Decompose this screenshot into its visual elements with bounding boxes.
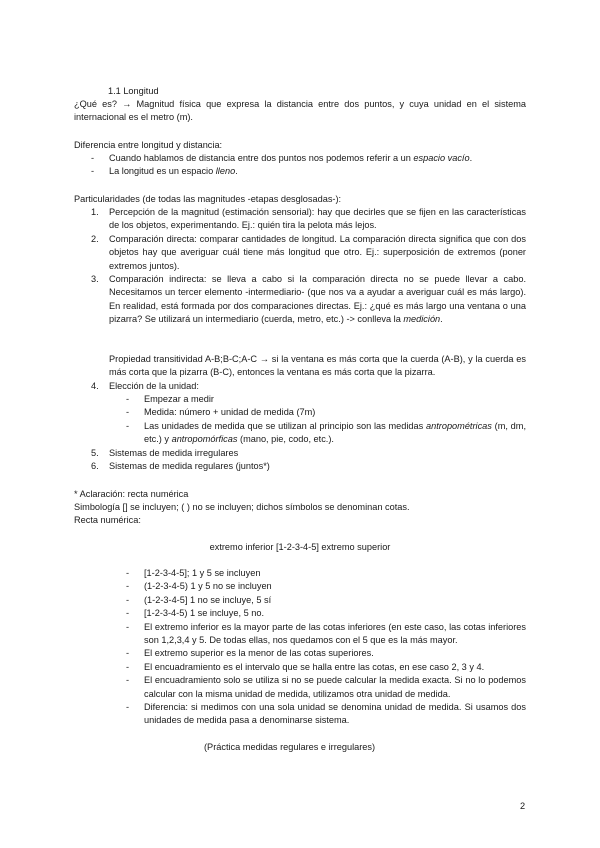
unit-sublist — [74, 393, 526, 447]
list-item: - Las unidades de medida que se utilizan al principio son las medidas antropométricas (m, dm, etc.) y antropomórficas (mano, pie, codo, etc.). — [126, 420, 526, 445]
list-item: - El extremo superior es la menor de las cotas superiores. — [74, 647, 526, 660]
dash-bullet: - — [126, 420, 130, 431]
definition-text: Magnitud física que expresa la distancia entre dos puntos, y cuya unidad en el sistema internacional es el metro (m). — [74, 99, 526, 123]
dash-bullet: - — [126, 675, 130, 686]
list-item: - El extremo inferior es la mayor parte de las cotas inferiores (en este caso, las cotas inferiores son 1,2,3,4 y 5. De todas ellas, nos quedamos con el 5 que es la más mayor. — [126, 621, 526, 645]
particularities-heading: Particularidades (de todas las magnitudes -etapas desglosadas-): — [74, 194, 342, 204]
list-item: - Empezar a medir — [74, 393, 526, 406]
definition-paragraph — [74, 98, 526, 125]
definition-question: ¿Qué es? — [74, 99, 117, 109]
list-item: - Medida: número + unidad de medida (7m) — [74, 406, 526, 419]
list-item: - (1-2-3-4-5] 1 no se incluye, 5 sí — [74, 594, 526, 607]
item-number: 5. — [91, 448, 99, 458]
practice-note: (Práctica medidas regulares e irregulares) — [204, 742, 376, 752]
list-item: 3. Comparación indirecta: se lleva a cabo si la comparación directa no se puede llevar a cabo. Necesitamos un tercer elemento -intermediario- (que nos va a ayudar a averiguar cuál es más largo). En realidad, está formada por dos comparaciones directas. Ej.: ¿qué es más largo una ventana o una pizarra? Se utilizará un intermediario (cuerda, metro, etc.) -> conlleva la medición. — [91, 274, 526, 325]
section-title: 1.1 Longitud — [108, 86, 159, 96]
dash-bullet: - — [126, 608, 130, 619]
list-item: - La longitud es un espacio lleno. — [74, 165, 526, 178]
transitivity-paragraph: Propiedad transitividad A-B;B-C;A-C → si la ventana es más corta que la cuerda (A-B), y la cuerda es más corta que la pizarra (B-C), entonces la ventana es más corta que la pizarra. — [109, 354, 526, 378]
item-number: 6. — [91, 461, 99, 471]
list-item: - El encuadramiento es el intervalo que se halla entre las cotas, en ese caso 2, 3 y 4. — [74, 661, 526, 674]
dash-bullet: - — [126, 568, 130, 578]
note-list — [74, 567, 526, 728]
item-number: 3. — [91, 274, 99, 284]
list-item: - [1-2-3-4-5]; 1 y 5 se incluyen — [74, 567, 526, 580]
note-heading: * Aclaración: recta numérica — [74, 489, 189, 499]
dash-bullet: - — [91, 153, 95, 163]
symbology-text: Simbología [] se incluyen; ( ) no se incluyen; dichos símbolos se denominan cotas. — [74, 502, 410, 512]
item-number: 1. — [91, 207, 99, 217]
dash-bullet: - — [91, 166, 95, 177]
list-item: - (1-2-3-4-5) 1 y 5 no se incluyen — [74, 580, 526, 593]
list-item: - El encuadramiento solo se utiliza si no se puede calcular la medida exacta. Si no lo podemos calcular con la misma unidad de medida, utilizamos otra unidad de medida. — [126, 675, 526, 699]
list-item: 1. Percepción de la magnitud (estimación sensorial): hay que decirles que se fijen en las características de los objetos, experimentando. Ej.: quién tira la pelota más lejos. — [91, 207, 526, 231]
dash-bullet: - — [126, 581, 130, 592]
dash-bullet: - — [126, 701, 130, 712]
dash-bullet: - — [126, 661, 130, 672]
list-item: 6. Sistemas de medida regulares (juntos*) — [74, 460, 526, 473]
dash-bullet: - — [126, 648, 130, 659]
dash-bullet: - — [126, 621, 130, 632]
list-item: 2. Comparación directa: comparar cantidades de longitud. La comparación directa significa que con dos objetos hay que averiguar cuál tiene más longitud que otro. Ej.: superposición de extremos (poner extremos juntos). — [91, 234, 526, 271]
list-item: 4. Elección de la unidad: — [74, 380, 526, 393]
difference-heading: Diferencia entre longitud y distancia: — [74, 140, 223, 150]
list-item: - Diferencia: si medimos con una sola unidad se denomina unidad de medida. Si usamos dos unidades de medida pasa a denominarse sistema. — [126, 701, 526, 726]
number-line-label: Recta numérica: — [74, 515, 141, 525]
list-item: 5. Sistemas de medida irregulares — [74, 447, 526, 460]
dash-bullet: - — [126, 594, 130, 605]
dash-bullet: - — [126, 407, 130, 418]
item-number: 4. — [91, 381, 99, 391]
dash-bullet: - — [126, 394, 130, 404]
arrow-icon: → — [122, 99, 132, 109]
item-number: 2. — [91, 234, 99, 244]
list-item: - [1-2-3-4-5) 1 se incluye, 5 no. — [74, 607, 526, 620]
number-line-example: extremo inferior [1-2-3-4-5] extremo superior — [209, 542, 391, 552]
list-item: - Cuando hablamos de distancia entre dos puntos nos podemos referir a un espacio vacío. — [74, 152, 526, 165]
difference-list — [74, 152, 526, 179]
page-number: 2 — [520, 801, 526, 811]
